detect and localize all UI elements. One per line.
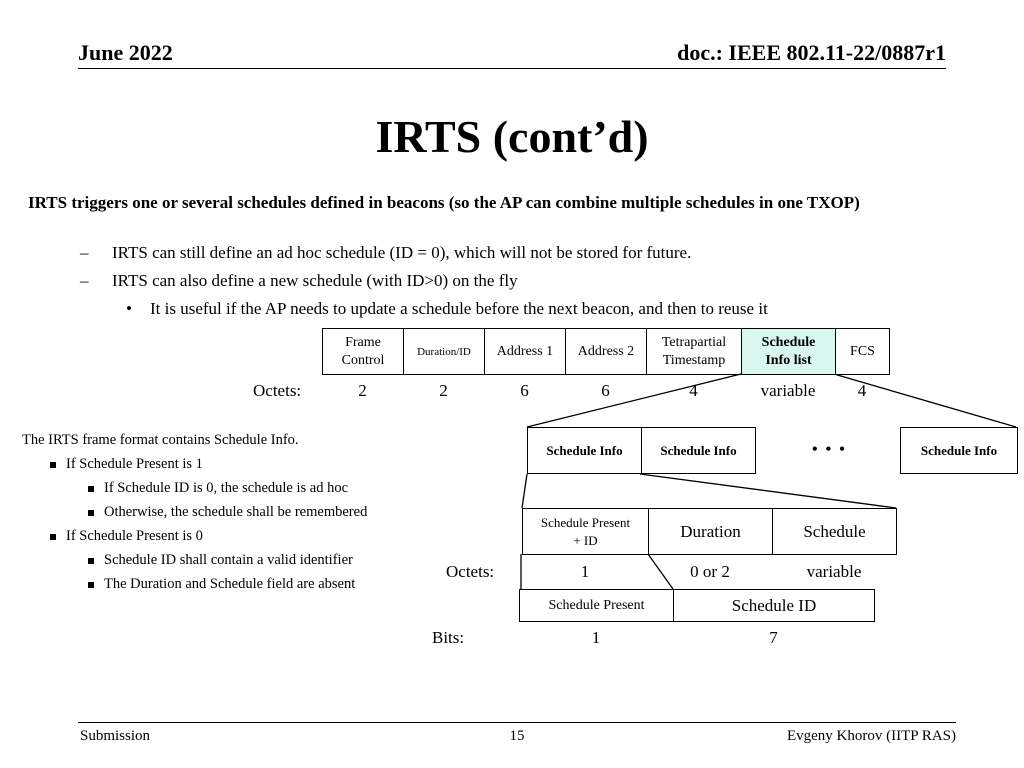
sub-bullet-text: It is useful if the AP needs to update a schedule before the next beacon, and then to reuse it — [150, 299, 768, 318]
square-bullet-icon — [88, 582, 94, 588]
octet-value: 6 — [601, 381, 610, 400]
bits-label: Bits: — [432, 628, 465, 647]
field-fcs: FCS — [836, 329, 890, 375]
connector-line — [640, 474, 896, 508]
square-bullet-icon — [88, 558, 94, 564]
schedule-info-cell: Schedule Info — [901, 428, 1018, 474]
lead-paragraph: IRTS triggers one or several schedules defined in beacons (so the AP can combine multiple schedules in one TXOP) — [28, 193, 860, 212]
footer-author: Evgeny Khorov (IITP RAS) — [786, 728, 956, 744]
note-item: If Schedule Present is 0 — [50, 528, 203, 545]
notes-title: The IRTS frame format contains Schedule Info. — [22, 432, 299, 448]
slide-title: IRTS (cont’d) — [375, 111, 649, 162]
bit-value: 1 — [591, 628, 601, 647]
schedule-info-cell: Schedule Info — [528, 428, 642, 474]
octet-value: 0 or 2 — [690, 562, 730, 581]
field-tetrapartial-timestamp: Tetrapartial Timestamp — [647, 329, 742, 375]
square-bullet-icon — [88, 486, 94, 492]
note-subitem: Otherwise, the schedule shall be remembered — [88, 504, 367, 521]
dash-mark: – — [80, 243, 89, 262]
dash-item-text: IRTS can also define a new schedule (with ID>0) on the fly — [112, 271, 518, 290]
octet-value: 2 — [439, 381, 448, 400]
field-duration: Duration — [649, 509, 773, 555]
field-address-1: Address 1 — [485, 329, 566, 375]
ellipsis: • • • — [812, 441, 847, 458]
octet-value: 6 — [520, 381, 529, 400]
present-id-bits-table — [519, 589, 875, 622]
connector-line — [522, 474, 527, 508]
note-subitem: Schedule ID shall contain a valid identifier — [88, 552, 353, 569]
bullet-mark: • — [126, 299, 132, 318]
note-item: If Schedule Present is 1 — [50, 456, 203, 473]
octet-value: variable — [806, 562, 862, 581]
note-subitem: If Schedule ID is 0, the schedule is ad hoc — [88, 480, 348, 497]
header-date: June 2022 — [78, 40, 173, 65]
square-bullet-icon — [88, 510, 94, 516]
note-subitem: The Duration and Schedule field are absent — [88, 576, 355, 593]
dash-item-text: IRTS can still define an ad hoc schedule (ID = 0), which will not be stored for future. — [112, 243, 692, 262]
field-schedule-present-id: Schedule Present + ID — [523, 509, 649, 555]
schedule-info-fields-table — [522, 508, 897, 555]
field-schedule-info-list: Schedule Info list — [742, 329, 836, 375]
field-address-2: Address 2 — [566, 329, 647, 375]
frame-field-row — [323, 329, 890, 375]
octets-label: Octets: — [253, 381, 302, 400]
schedule-info-last-table — [900, 427, 1018, 474]
octet-value: 1 — [580, 562, 590, 581]
schedule-info-list-table — [527, 427, 756, 474]
octet-value: variable — [760, 381, 816, 400]
schedule-info-cell: Schedule Info — [642, 428, 756, 474]
field-schedule: Schedule — [773, 509, 897, 555]
square-bullet-icon — [50, 534, 56, 540]
octets-label: Octets: — [446, 562, 495, 581]
dash-mark: – — [80, 271, 89, 290]
footer-rule — [78, 722, 956, 723]
footer-submission: Submission — [80, 728, 151, 744]
octet-value: 2 — [358, 381, 367, 400]
octet-value: 4 — [857, 381, 867, 400]
field-frame-control: Frame Control — [323, 329, 404, 375]
field-schedule-id: Schedule ID — [674, 590, 875, 622]
octet-value: 4 — [689, 381, 698, 400]
header-doc-id: doc.: IEEE 802.11-22/0887r1 — [677, 40, 946, 65]
field-duration-id: Duration/ID — [404, 329, 485, 375]
field-schedule-present: Schedule Present — [520, 590, 674, 622]
irts-frame-table — [322, 328, 890, 375]
page-number: 15 — [509, 728, 525, 744]
bit-value: 7 — [769, 628, 778, 647]
square-bullet-icon — [50, 462, 56, 468]
